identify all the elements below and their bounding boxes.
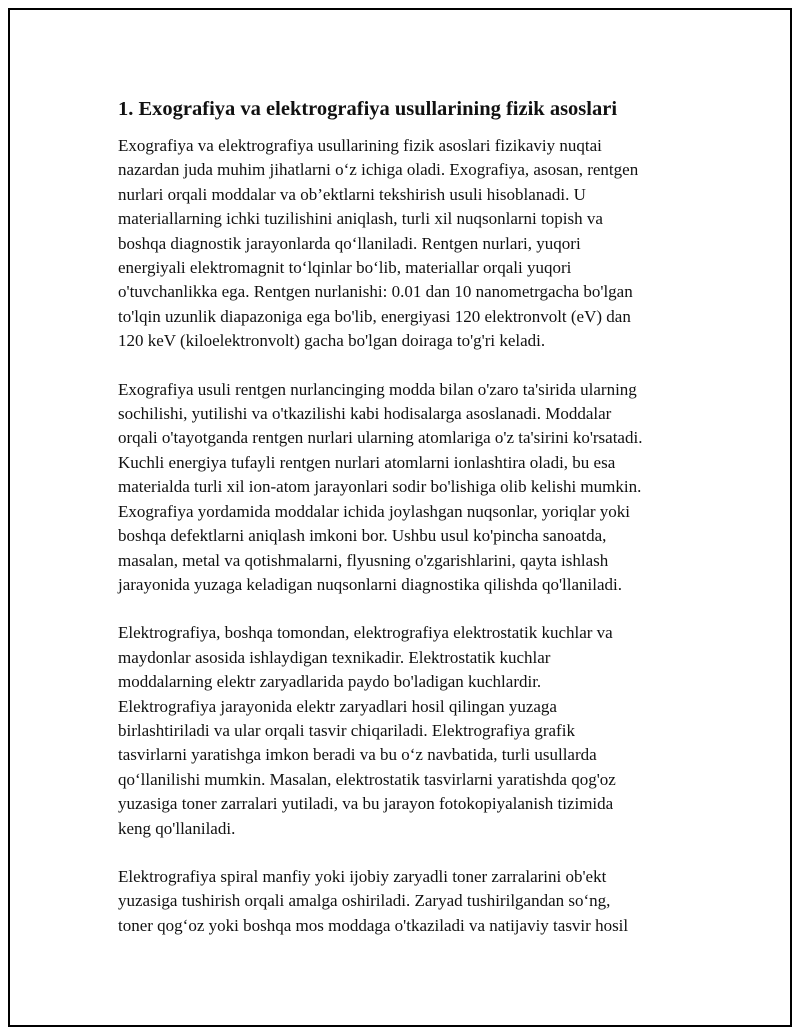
text-line: Elektrografiya jarayonida elektr zaryadlari hosil qilingan yuzaga [118,696,557,716]
text-line: jarayonida yuzaga keladigan nuqsonlarni diagnostika qilishda qo'llaniladi. [118,574,622,594]
text-line: Elektrografiya spiral manfiy yoki ijobiy zaryadli toner zarralarini ob'ekt [118,866,607,886]
text-line: boshqa defektlarni aniqlash imkoni bor. Ushbu usul ko'pincha sanoatda, [118,526,607,546]
text-line: energiyali elektromagnit to‘lqinlar bo‘lib, materiallar orqali yuqori [118,258,572,278]
text-line: nazardan juda muhim jihatlarni o‘z ichiga oladi. Exografiya, asosan, rentgen [118,160,639,180]
text-line: yuzasiga tushirish orqali amalga oshiriladi. Zaryad tushirilgandan so‘ng, [118,891,611,911]
text-line: masalan, metal va qotishmalarni, flyusning o'zgarishlarini, qayta ishlash [118,550,609,570]
section-heading: 1. Exografiya va elektrografiya usullarining fizik asoslari [118,98,618,120]
text-line: Exografiya yordamida moddalar ichida joylashgan nuqsonlar, yoriqlar yoki [118,501,631,521]
text-line: Elektrografiya, boshqa tomondan, elektrografiya elektrostatik kuchlar va [118,623,613,643]
paragraph-4 [118,865,698,938]
text-line: qo‘llanilishi mumkin. Masalan, elektrostatik tasvirlarni yaratishda qog'oz [118,769,616,789]
paragraph-3 [118,621,698,841]
document-body [118,96,698,962]
text-line: materialda turli xil ion-atom jarayonlari sodir bo'lishiga olib kelishi mumkin. [118,477,642,497]
text-line: maydonlar asosida ishlaydigan texnikadir. Elektrostatik kuchlar [118,647,551,667]
paragraph-2 [118,378,698,598]
text-line: yuzasiga toner zarralari yutiladi, va bu jarayon fotokopiyalanish tizimida [118,794,614,814]
text-line: moddalarning elektr zaryadlarida paydo bo'ladigan kuchlardir. [118,672,542,692]
text-line: orqali o'tayotganda rentgen nurlari ularning atomlariga o'z ta'sirini ko'rsatadi. [118,428,643,448]
text-line: o'tuvchanlikka ega. Rentgen nurlanishi: 0.01 dan 10 nanometrgacha bo'lgan [118,282,633,302]
document-page [8,8,792,1027]
text-line: Exografiya usuli rentgen nurlancinging modda bilan o'zaro ta'sirida ularning [118,379,637,399]
text-line: to'lqin uzunlik diapazoniga ega bo'lib, energiyasi 120 elektronvolt (eV) dan [118,306,631,326]
text-line: toner qog‘oz yoki boshqa mos moddaga o'tkaziladi va natijaviy tasvir hosil [118,915,629,935]
text-line: 120 keV (kiloelektronvolt) gacha bo'lgan doiraga to'g'ri keladi. [118,331,546,351]
text-line: boshqa diagnostik jarayonlarda qo‘llaniladi. Rentgen nurlari, yuqori [118,233,581,253]
text-line: birlashtiriladi va ular orqali tasvir chiqariladi. Elektrografiya grafik [118,720,575,740]
text-line: Exografiya va elektrografiya usullarining fizik asoslari fizikaviy nuqtai [118,136,602,155]
paragraph-1 [118,134,698,354]
text-line: keng qo'llaniladi. [118,818,236,838]
text-line: materiallarning ichki tuzilishini aniqlash, turli xil nuqsonlarni topish va [118,209,603,229]
text-line: Kuchli energiya tufayli rentgen nurlari atomlarni ionlashtira oladi, bu esa [118,452,616,472]
text-line: sochilishi, yutilishi va o'tkazilishi kabi hodisalarga asoslanadi. Moddalar [118,404,612,424]
text-line: tasvirlarni yaratishga imkon beradi va bu o‘z navbatida, turli usullarda [118,745,597,765]
text-line: nurlari orqali moddalar va ob’ektlarni tekshirish usuli hisoblanadi. U [118,184,586,204]
